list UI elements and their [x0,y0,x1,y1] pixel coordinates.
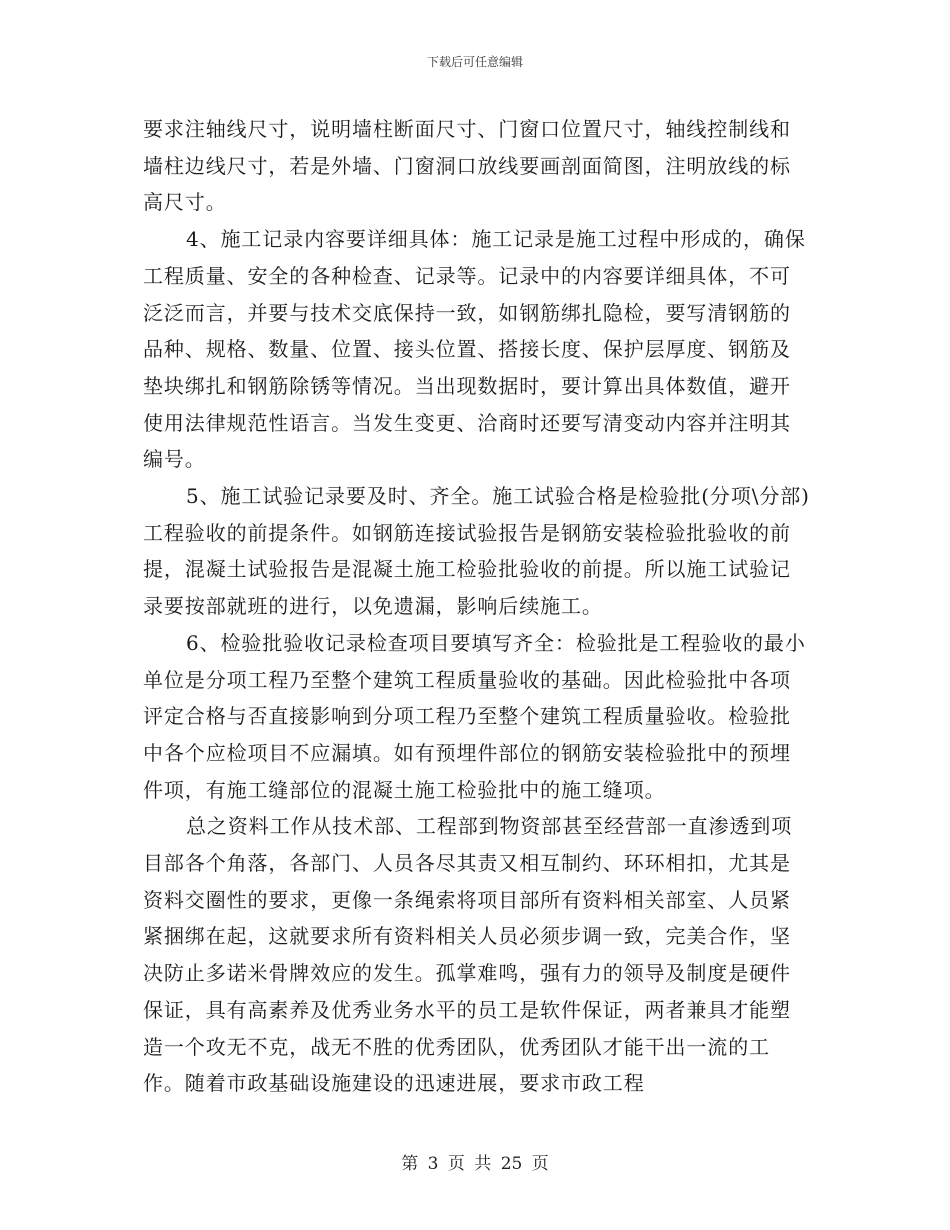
paragraph-summary: 总之资料工作从技术部、工程部到物资部甚至经营部一直渗透到项目部各个角落，各部门、人员各尽其责又相互制约、环环相扣，尤其是资料交圈性的要求，更像一条绳索将项目部所有资料相关部室、人员紧紧捆绑在起，这就要求所有资料相关人员必须步调一致，完美合作，坚决防止多诺米骨牌效应的发生。孤掌难鸣，强有力的领导及制度是硬件保证，具有高素养及优秀业务水平的员工是软件保证，两者兼具才能塑造一个攻无不克，战无不胜的优秀团队，优秀团队才能干出一流的工作。随着市政基础设施建设的迅速进展，要求市政工程 [143,814,793,1096]
paragraph-item-4: 4、施工记录内容要详细具体：施工记录是施工过程中形成的，确保工程质量、安全的各种检查、记录等。记录中的内容要详细具体，不可泛泛而言，并要与技术交底保持一致，如钢筋绑扎隐检，要写清钢筋的品种、规格、数量、位置、接头位置、搭接长度、保护层厚度、钢筋及垫块绑扎和钢筋除锈等情况。当出现数据时，要计算出具体数值，避开使用法律规范性语言。当发生变更、洽商时还要写清变动内容并注明其编号。 [143,227,806,472]
paragraph-item-5: 5、施工试验记录要及时、齐全。施工试验合格是检验批(分项\分部)工程验收的前提条件。如钢筋连接试验报告是钢筋安装检验批验收的前提，混凝土试验报告是混凝土施工检验批验收的前提。所以施工试验记录要按部就班的进行，以免遗漏，影响后续施工。 [143,484,810,619]
paragraph-item-6: 6、检验批验收记录检查项目要填写齐全：检验批是工程验收的最小单位是分项工程乃至整个建筑工程质量验收的基础。因此检验批中各项评定合格与否直接影响到分项工程乃至整个建筑工程质量验收。检验批中各个应检项目不应漏填。如有预埋件部位的钢筋安装检验批中的预埋件项，有施工缝部位的混凝土施工检验批中的施工缝项。 [143,630,806,802]
page-number-footer: 第 3 页 共 25 页 [401,1154,549,1174]
page-header: 下载后可任意编辑 [426,55,523,69]
paragraph-continuation: 要求注轴线尺寸，说明墙柱断面尺寸、门窗口位置尺寸，轴线控制线和墙柱边线尺寸，若是外墙、门窗洞口放线要画剖面简图，注明放线的标高尺寸。 [143,117,791,215]
document-body [143,111,811,1102]
